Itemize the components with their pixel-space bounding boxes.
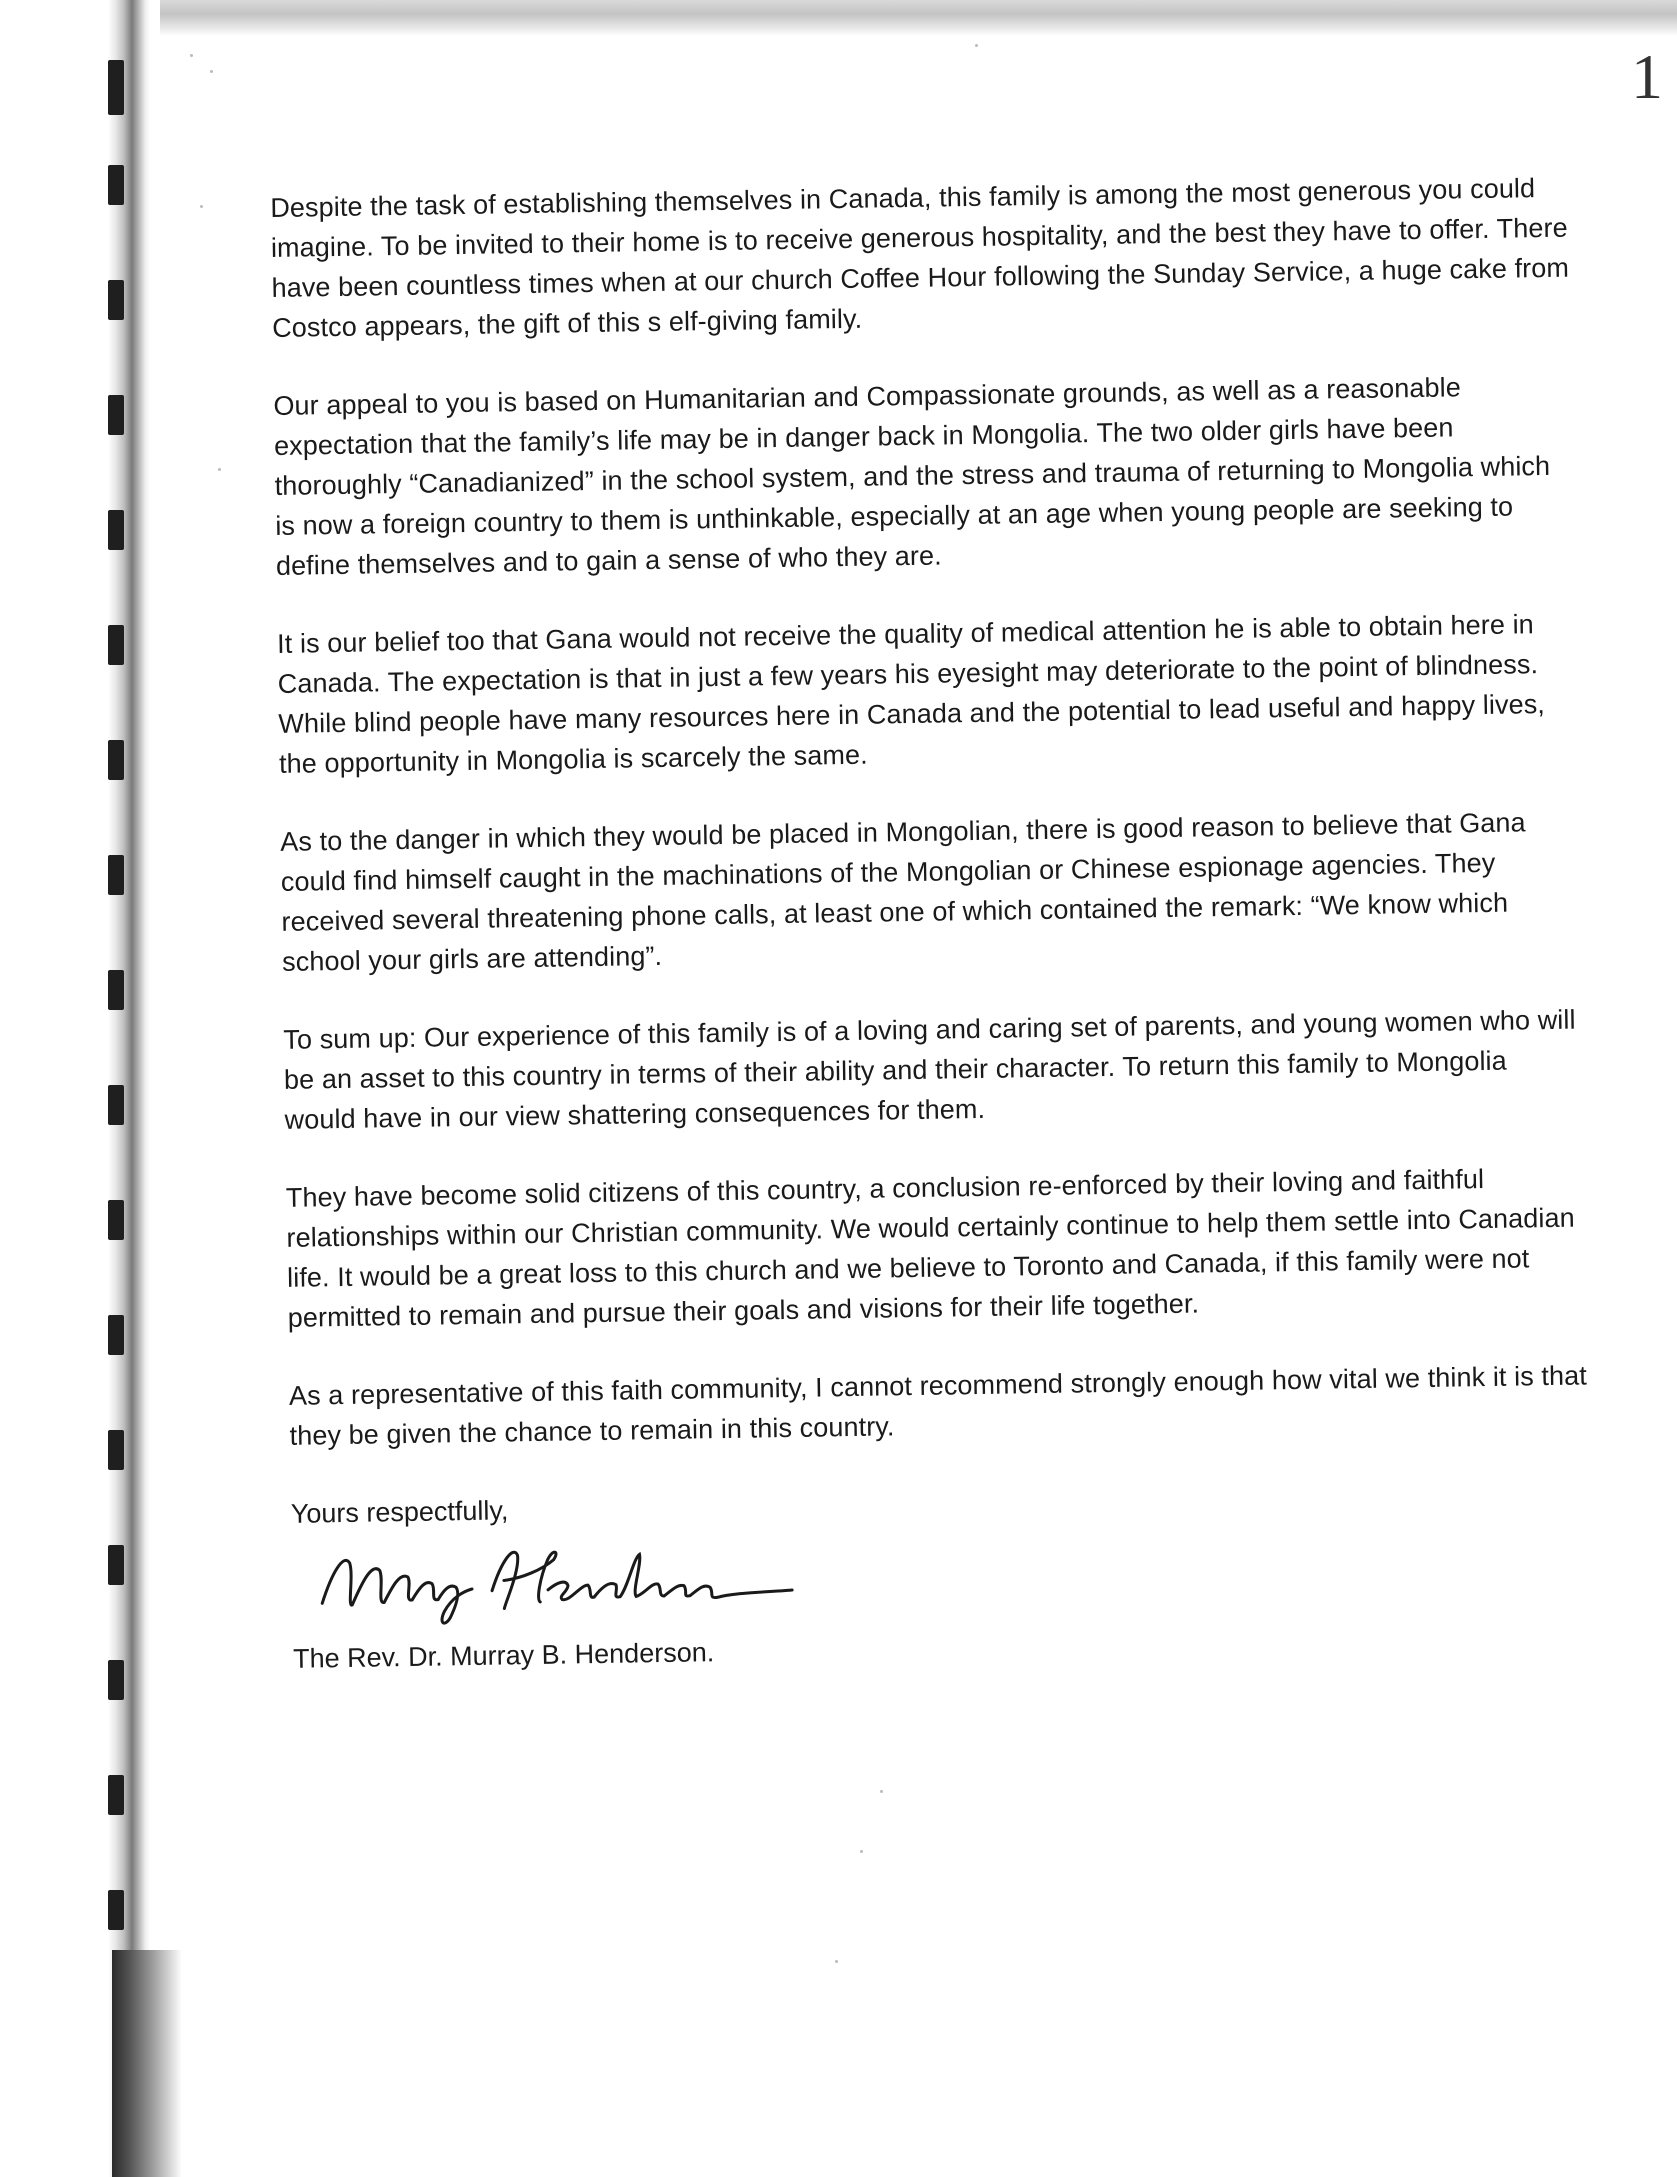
scan-speck [200, 205, 203, 208]
paragraph: As a representative of this faith community, I cannot recommend strongly enough how vital we think it is that they be given the chance to remain in this country. [288, 1360, 1588, 1451]
paragraph: They have become solid citizens of this country, a conclusion re-enforced by their loving and faithful relationships within our Christian community. We would certainly continue to help them settle into Canadian life. It would be a great loss to this church and we believe to Toronto and Canada, if this family were not permitted to remain and pursue their goals and visions for their life together. [285, 1164, 1575, 1333]
paragraph: Our appeal to you is based on Humanitarian and Compassionate grounds, as well as a reasonable expectation that the family’s life may be in danger back in Mongolia. The two older girls have been thoroughly “Canadianized” in the school system, and the stress and trauma of returning to Mongolia which is now a foreign country to them is unthinkable, especially at an age when young people are seeking to define themselves and to gain a sense of who they are. [273, 372, 1551, 581]
scan-speck [190, 54, 193, 57]
punch-mark [108, 280, 124, 320]
punch-mark [108, 1315, 124, 1355]
punch-mark [108, 510, 124, 550]
page-marker: 1 [1631, 41, 1667, 112]
punch-mark [108, 1200, 124, 1240]
scan-speck [860, 1850, 863, 1853]
punch-mark [108, 1775, 124, 1815]
punch-mark [108, 740, 124, 780]
punch-mark [108, 1085, 124, 1125]
punch-mark [108, 1430, 124, 1470]
binder-punch-marks [108, 50, 138, 2150]
paragraph: Despite the task of establishing themselves in Canada, this family is among the most generous you could imagine. To be invited to their home is to receive generous hospitality, and the best they have to offer. There have been countless times when at our church Coffee Hour following the Sunday Service, a huge cake from Costco appears, the gift of this s elf-giving family. [270, 173, 1570, 343]
closing-salutation: Yours respectfully, [290, 1495, 509, 1529]
paragraph: As to the danger in which they would be placed in Mongolian, there is good reason to believe that Gana could find himself caught in the machinations of the Mongolian or Chinese espionage agencies. They received several threatening phone calls, at least one of which contained the remark: “We know which school your girls are attending”. [280, 807, 1526, 977]
punch-mark [108, 165, 124, 205]
paragraph: It is our belief too that Gana would not receive the quality of medical attention he is able to obtain here in Canada. The expectation is that in just a few years his eyesight may deteriorate to the point of blindness. While blind people have many resources here in Canada and the potential to lead useful and happy lives, the opportunity in Mongolia is scarcely the same. [276, 609, 1546, 779]
punch-mark [108, 970, 124, 1010]
scan-speck [880, 1790, 883, 1793]
punch-mark [108, 395, 124, 435]
punch-mark [108, 60, 124, 115]
punch-mark [108, 1545, 124, 1585]
punch-mark [108, 855, 124, 895]
scan-speck [210, 70, 213, 73]
signatory-name: The Rev. Dr. Murray B. Henderson. [292, 1637, 715, 1674]
letter-body [270, 168, 1593, 1679]
scan-speck [218, 468, 221, 471]
punch-mark [108, 1890, 124, 1930]
paragraph: To sum up: Our experience of this family is of a loving and caring set of parents, and young women who will be an asset to this country in terms of their ability and their character. To return this family to Mongolia would have in our view shattering consequences for them. [283, 1004, 1576, 1135]
handwritten-signature [291, 1526, 813, 1634]
scan-top-shadow [160, 0, 1677, 36]
punch-mark [108, 625, 124, 665]
punch-mark [108, 1660, 124, 1700]
scan-speck [835, 1960, 838, 1963]
scan-speck [975, 44, 978, 47]
